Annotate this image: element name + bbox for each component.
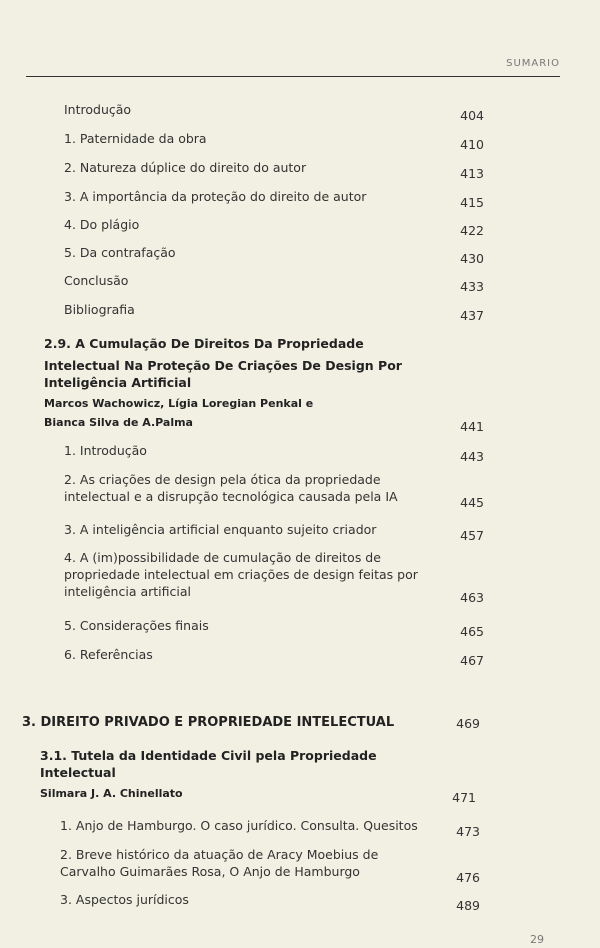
toc-entry [64, 301, 484, 323]
toc-label: inteligência artificial [64, 584, 191, 599]
toc-label: 5. Considerações finais [64, 618, 209, 633]
toc-entry [64, 646, 484, 668]
section-title-3-1-line1: 3.1. Tutela da Identidade Civil pela Propriedade [40, 748, 377, 763]
toc-label: propriedade intelectual em criações de design feitas por [64, 567, 418, 582]
toc-label: Bibliografia [64, 302, 135, 317]
toc-entry [64, 471, 484, 510]
toc-page: 413 [460, 166, 484, 181]
toc-label: 2. As criações de design pela ótica da propriedade [64, 472, 381, 487]
toc-page: 465 [460, 624, 484, 639]
chapter-title: 3. DIREITO PRIVADO E PROPRIEDADE INTELECTUAL [22, 715, 395, 730]
toc-page: 410 [460, 137, 484, 152]
toc-page: 422 [460, 223, 484, 238]
toc-entry [64, 159, 484, 181]
toc-label: Conclusão [64, 273, 129, 288]
toc-page: 463 [460, 590, 484, 605]
toc-entry [64, 442, 484, 464]
page-number: 29 [530, 933, 544, 946]
toc-entry [64, 101, 484, 123]
toc-label: Introdução [64, 102, 132, 117]
toc-label: 1. Paternidade da obra [64, 131, 207, 146]
toc-page: 443 [460, 449, 484, 464]
section-title-3-1-line2: Intelectual [40, 765, 116, 780]
toc-label: 6. Referências [64, 647, 153, 662]
toc-page: 415 [460, 195, 484, 210]
toc-page: 445 [460, 495, 484, 510]
toc-entry [64, 521, 484, 543]
toc-label: 3. A inteligência artificial enquanto sujeito criador [64, 522, 377, 537]
section-title-2-9-line1: 2.9. A Cumulação De Direitos Da Propriedade [44, 336, 364, 351]
section-author: Silmara J. A. Chinellato [40, 787, 183, 800]
toc-label: intelectual e a disrupção tecnológica causada pela IA [64, 489, 398, 504]
toc-entry [64, 549, 484, 605]
section-authors-line2: Bianca Silva de A.Palma [44, 416, 193, 429]
toc-label: 1. Introdução [64, 443, 147, 458]
section-title-2-9-line2: Intelectual Na Proteção De Criações De Design Por [44, 358, 402, 373]
toc-entry [60, 846, 480, 885]
section-page: 441 [460, 419, 484, 434]
toc-label: 2. Natureza dúplice do direito do autor [64, 160, 307, 175]
header-rule [26, 76, 560, 77]
section-title-2-9-line3: Inteligência Artificial [44, 375, 192, 390]
toc-entry [64, 244, 484, 266]
toc-entry [64, 188, 484, 210]
toc-label: 3. A importância da proteção do direito de autor [64, 189, 367, 204]
toc-entry [64, 617, 484, 639]
toc-entry [64, 130, 484, 152]
toc-page: 473 [456, 824, 480, 839]
toc-page: 430 [460, 251, 484, 266]
chapter-page: 469 [456, 716, 480, 731]
toc-label: 3. Aspectos jurídicos [60, 892, 189, 907]
toc-label: 4. A (im)possibilidade de cumulação de direitos de [64, 550, 381, 565]
toc-entry [64, 272, 484, 294]
running-head: SUMARIO [506, 58, 560, 69]
toc-entry [64, 216, 484, 238]
toc-page: 476 [456, 870, 480, 885]
toc-page: 489 [456, 898, 480, 913]
toc-entry [60, 891, 480, 913]
toc-label: 4. Do plágio [64, 217, 140, 232]
toc-label: 1. Anjo de Hamburgo. O caso jurídico. Consulta. Quesitos [60, 818, 418, 833]
toc-page: 404 [460, 108, 484, 123]
toc-page: 437 [460, 308, 484, 323]
section-authors-line1: Marcos Wachowicz, Lígia Loregian Penkal e [44, 397, 314, 410]
toc-page: 467 [460, 653, 484, 668]
toc-page: 433 [460, 279, 484, 294]
toc-label: 5. Da contrafação [64, 245, 176, 260]
toc-label: Carvalho Guimarães Rosa, O Anjo de Hamburgo [60, 864, 360, 879]
toc-label: 2. Breve histórico da atuação de Aracy Moebius de [60, 847, 379, 862]
toc-entry [60, 817, 480, 839]
section-page: 471 [452, 790, 476, 805]
toc-page: 457 [460, 528, 484, 543]
